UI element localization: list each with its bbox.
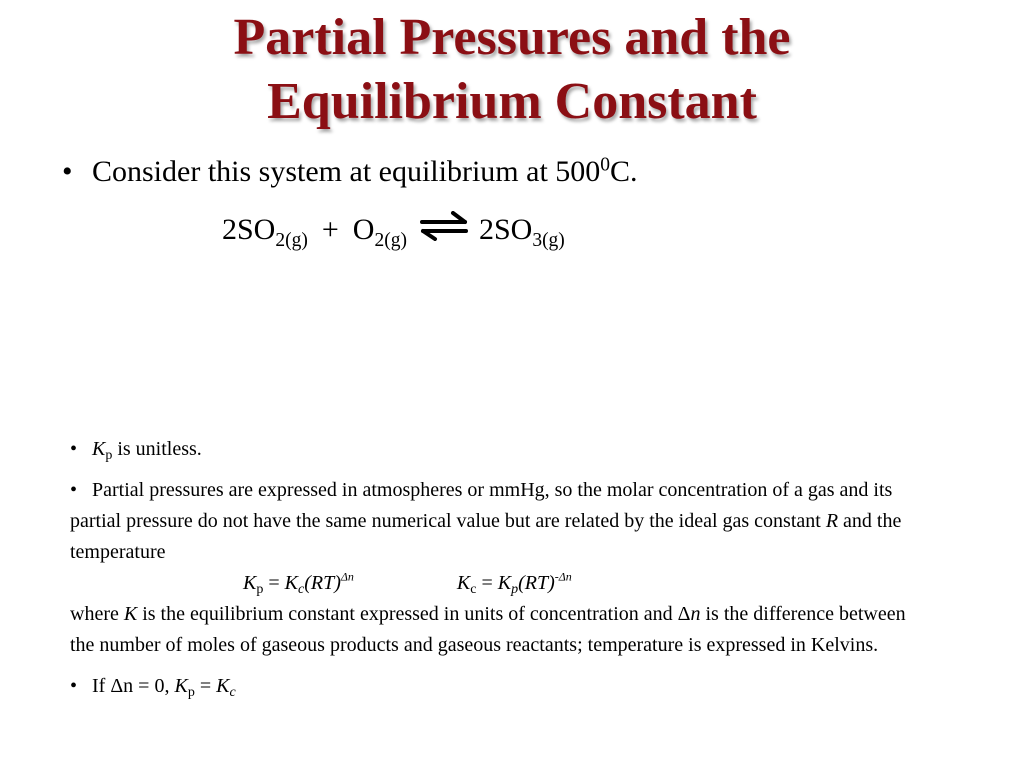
formula1-k2: K [284,572,298,594]
if-dn-k: K [174,675,188,697]
formula-kc-from-kp [457,568,572,599]
note-where-definition [70,599,930,661]
bullet-text: Consider this system at equilibrium at 500 [92,155,601,188]
degree-superscript: 0 [600,154,611,176]
partial-pressures-text: Partial pressures are expressed in atmospheres or mmHg, so the molar concentration of a gas and its partial pressure do not have the same numerical value but are related by the ideal gas constant [70,479,893,532]
formula2-exponent-minus: - [554,569,559,584]
plus-sign: + [321,213,339,246]
notes-section [70,434,930,702]
where-n: n [690,603,701,625]
where-text: where [70,603,124,625]
formula2-rt: (RT) [518,572,555,594]
reactant-o2: O [352,213,375,246]
note-if-delta-n-zero [70,671,930,702]
note-kp-unitless [70,434,930,465]
if-dn-k2: K [216,675,230,697]
formula1-rt: (RT) [304,572,341,594]
chemical-equation [222,208,565,252]
reactant-o2-subscript: 2(g) [374,229,407,251]
formula2-k-sub: c [470,582,477,598]
if-dn-k-sub: p [187,685,195,701]
formula1-k-sub: p [256,582,264,598]
partial-pressures-text-end: and the temperature [70,510,902,563]
formula1-exponent: Δn [340,569,354,584]
product-so3: 2SO [478,213,533,246]
formula2-k: K [456,572,471,594]
reactant-so2-subscript: 2(g) [275,229,308,251]
where-k: K [123,603,138,625]
where-text-middle: is the equilibrium constant expressed in units of concentration and Δ [137,603,691,625]
if-dn-k2-sub: c [229,685,236,701]
bullet-marker: • [62,155,73,188]
bullet-text-end: C. [610,155,638,188]
if-dn-equals: = [194,675,217,697]
equilibrium-arrows-icon [419,211,469,241]
formula2-k2-sub: p [511,582,519,598]
formula-kp-from-kc [243,569,354,598]
kp-symbol: K [92,438,106,460]
kp-unitless-text: is unitless. [112,438,202,460]
formula2-exponent: Δn [558,569,572,584]
where-text-end: is the difference between the number of moles of gaseous products and gaseous reactants; temperature is expressed in Kelvins. [70,603,906,656]
slide-title-line-2: Equilibrium Constant [267,73,757,130]
kp-subscript: p [105,448,113,464]
reactant-so2: 2SO [222,213,276,246]
conversion-formulas [70,568,930,599]
note-bullet-marker: • [70,675,78,697]
note-bullet-marker: • [70,479,78,501]
gas-constant-r: R [825,510,839,532]
formula1-k2-sub: c [297,582,305,598]
slide-title [0,6,1024,134]
note-partial-pressures [70,475,930,568]
product-so3-subscript: 3(g) [532,229,565,251]
slide-title-line-1: Partial Pressures and the [233,9,791,66]
if-dn-text: If Δn = 0, [92,675,175,697]
formula1-k: K [243,572,257,594]
note-bullet-marker: • [70,438,78,460]
formula2-k2: K [497,572,512,594]
formula2-equals: = [476,572,498,594]
formula1-equals: = [263,572,285,594]
bullet-consider-system [62,152,638,192]
